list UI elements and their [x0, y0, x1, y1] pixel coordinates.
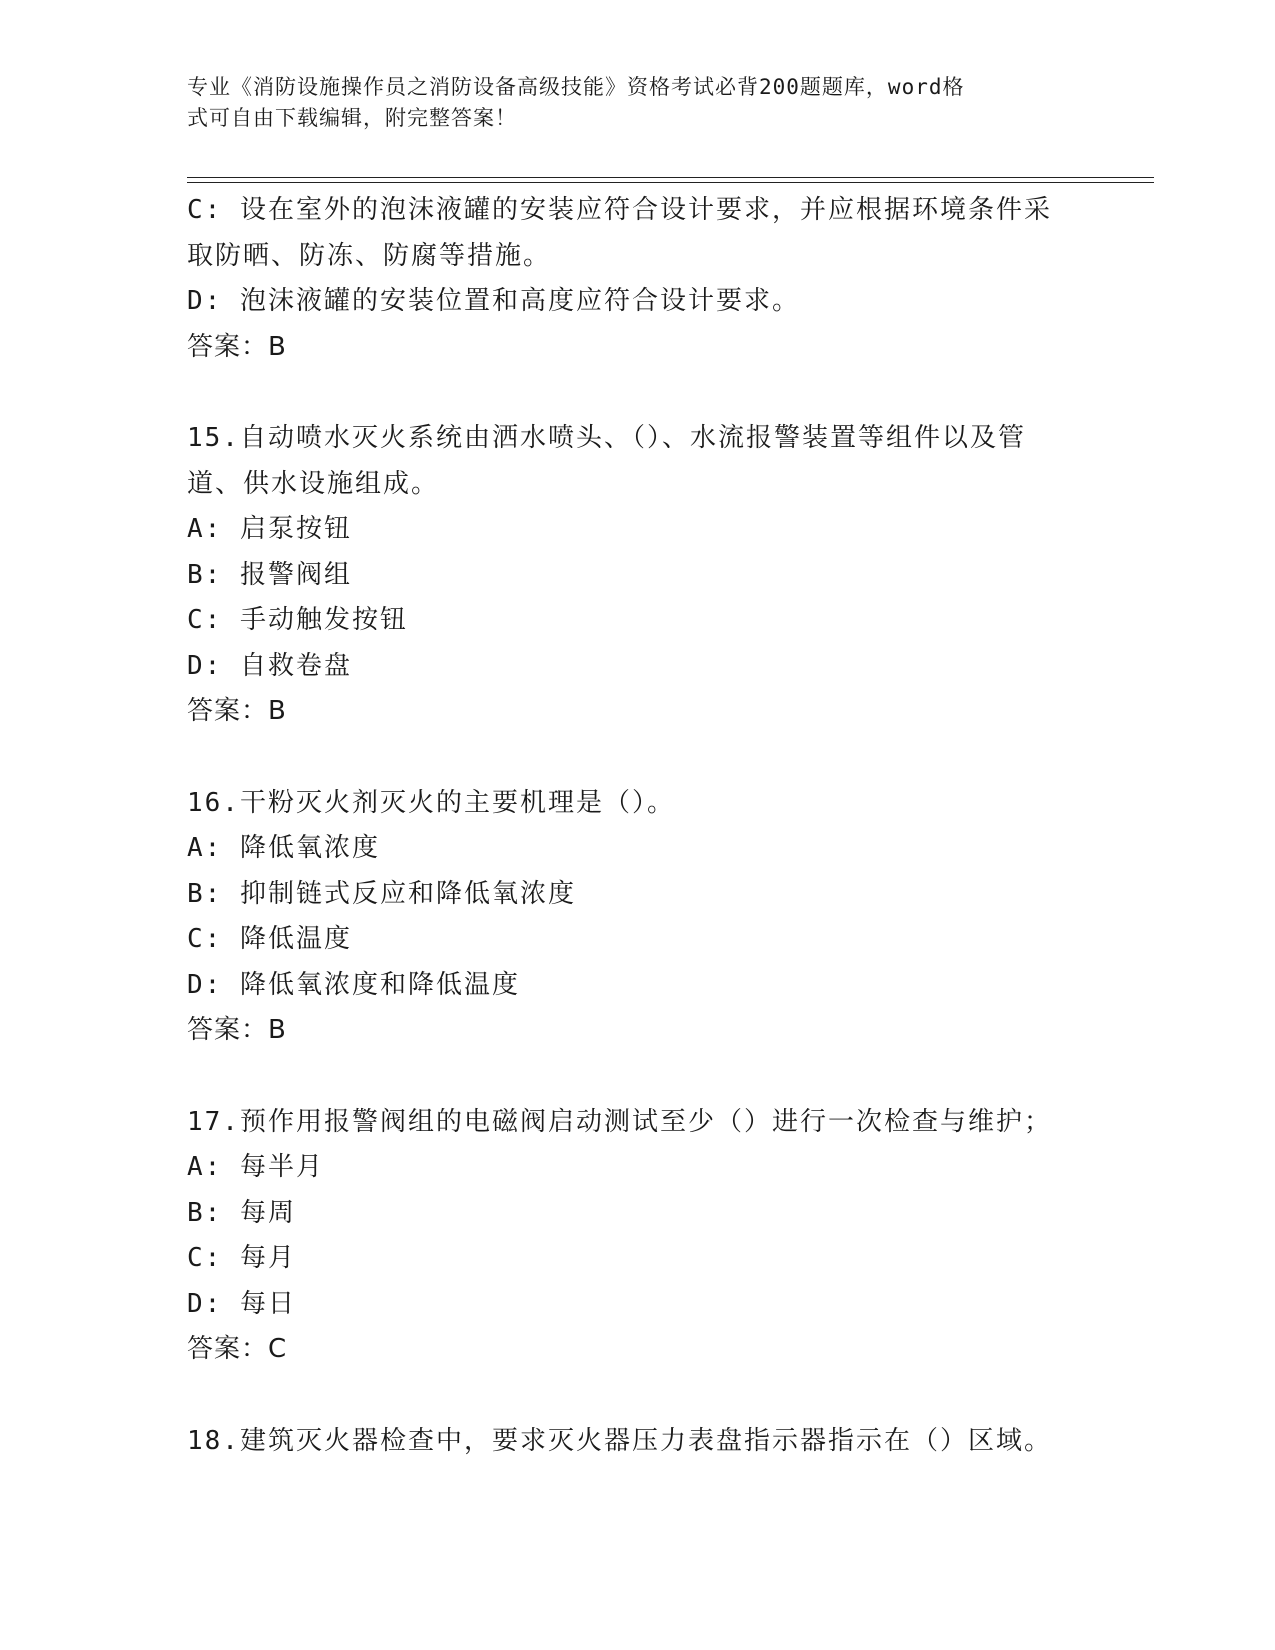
header-line-1: 专业《消防设施操作员之消防设备高级技能》资格考试必背200题题库，word格 [187, 75, 965, 99]
question-stem-line-1: 18.建筑灭火器检查中，要求灭火器压力表盘指示器指示在（）区域。 [187, 1425, 1052, 1456]
question-14-continued [187, 188, 1107, 370]
option-b: B: 抑制链式反应和降低氧浓度 [187, 878, 576, 909]
option-a: A: 每半月 [187, 1152, 324, 1182]
header-line-2: 式可自由下载编辑，附完整答案！ [187, 106, 517, 130]
document-body [187, 188, 1107, 1464]
question-stem-line-1: 16.干粉灭火剂灭火的主要机理是（）。 [187, 787, 675, 818]
option-d: D: 自救卷盘 [187, 650, 352, 681]
question-18 [187, 1419, 1107, 1465]
answer: 答案：B [187, 1015, 287, 1045]
answer: 答案：B [187, 696, 287, 726]
question-stem-line-2: 道、供水设施组成。 [187, 468, 440, 499]
option-a: A: 启泵按钮 [187, 514, 352, 544]
option-c-line-1: C: 设在室外的泡沫液罐的安装应符合设计要求，并应根据环境条件采 [187, 195, 1052, 225]
answer: 答案：B [187, 331, 287, 362]
question-stem-line-1: 17.预作用报警阀组的电磁阀启动测试至少（）进行一次检查与维护； [187, 1106, 1052, 1137]
option-d: D: 每日 [187, 1288, 296, 1319]
question-16 [187, 781, 1107, 1054]
option-c: C: 手动触发按钮 [187, 605, 408, 635]
question-15 [187, 416, 1107, 735]
option-c: C: 每月 [187, 1243, 296, 1273]
question-stem-line-1: 15.自动喷水灭火系统由洒水喷头、（）、水流报警装置等组件以及管 [187, 423, 1026, 453]
option-c: C: 降低温度 [187, 924, 352, 954]
option-b: B: 报警阀组 [187, 559, 352, 590]
option-b: B: 每周 [187, 1197, 296, 1228]
document-header [187, 72, 1087, 134]
option-c-line-2: 取防晒、防冻、防腐等措施。 [187, 240, 552, 271]
question-17 [187, 1100, 1107, 1373]
option-d: D: 降低氧浓度和降低温度 [187, 969, 520, 1000]
option-a: A: 降低氧浓度 [187, 833, 380, 863]
answer: 答案：C [187, 1334, 288, 1364]
header-divider-bottom [187, 182, 1154, 183]
header-divider-top [187, 177, 1154, 178]
option-d: D: 泡沫液罐的安装位置和高度应符合设计要求。 [187, 286, 800, 316]
